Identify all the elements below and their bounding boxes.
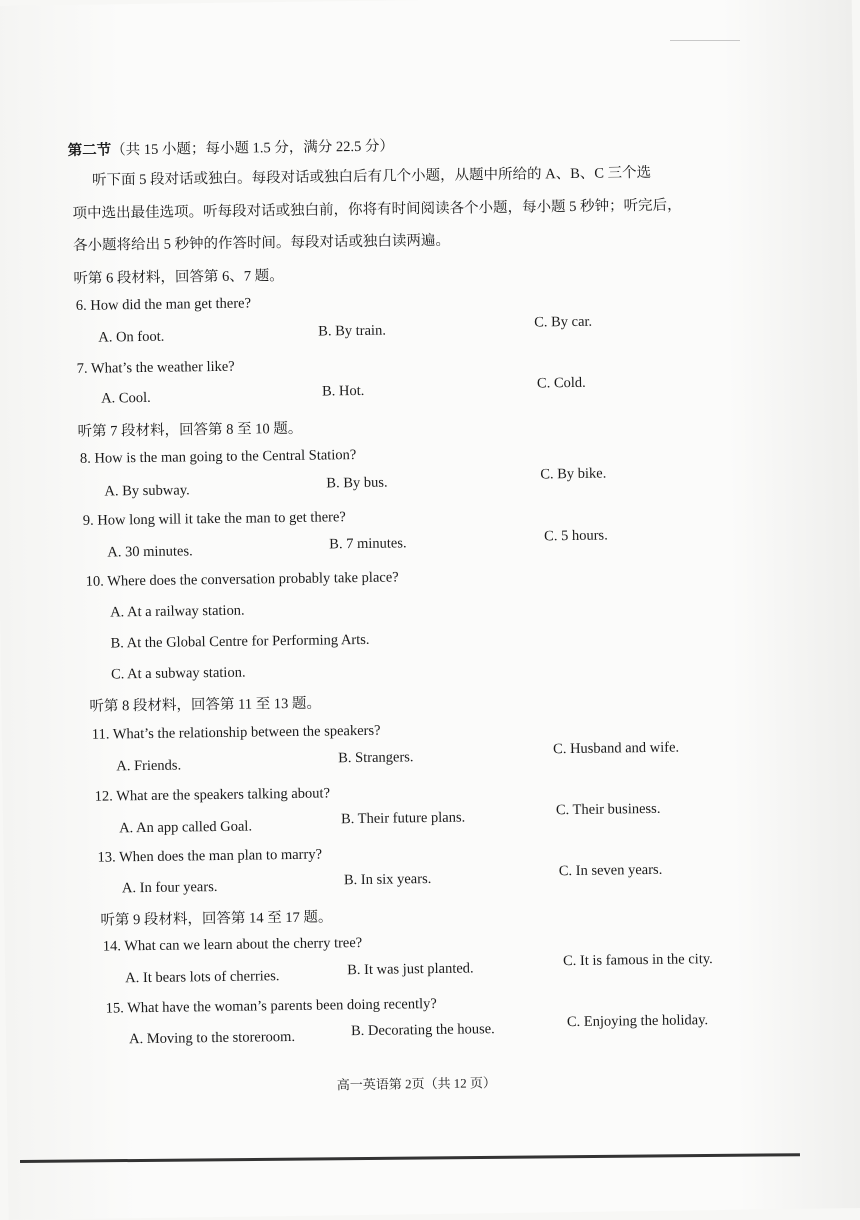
instruction-line-1: 听下面 5 段对话或独白。每段对话或独白后有几个小题，从题中所给的 A、B、C 三个选 (92, 164, 652, 189)
section-rules: （共 15 小题；每小题 1.5 分，满分 22.5 分） (111, 138, 395, 159)
option-a: A. Moving to the storeroom. (128, 1028, 296, 1048)
section-title: 第二节 (67, 142, 112, 160)
material-heading: 听第 7 段材料，回答第 8 至 10 题。 (77, 420, 303, 440)
option-a: A. It bears lots of cherries. (125, 968, 280, 987)
option-a: A. 30 minutes. (107, 543, 193, 561)
question-8: 8. How is the man going to the Central Station? (79, 447, 357, 467)
option-b: B. Hot. (321, 382, 365, 400)
option-b: B. At the Global Centre for Performing Arts. (110, 631, 370, 652)
option-b: B. Their future plans. (340, 809, 466, 828)
material-heading: 听第 9 段材料，回答第 14 至 17 题。 (100, 909, 333, 929)
question-7: 7. What’s the weather like? (76, 358, 235, 377)
option-a: A. An app called Goal. (119, 818, 253, 837)
option-b: B. By bus. (326, 474, 388, 492)
question-6: 6. How did the man get there? (75, 295, 252, 314)
question-10: 10. Where does the conversation probably take place? (85, 569, 399, 590)
material-heading: 听第 6 段材料，回答第 6、7 题。 (73, 268, 284, 287)
option-b: B. Strangers. (338, 749, 414, 767)
option-a: A. Friends. (116, 757, 182, 775)
page-footer: 高一英语第 2页（共 12 页） (336, 1075, 497, 1093)
option-b: B. 7 minutes. (329, 535, 407, 553)
option-c: C. 5 hours. (544, 527, 608, 545)
option-c: C. Husband and wife. (552, 739, 680, 758)
question-14: 14. What can we learn about the cherry tree? (102, 934, 363, 955)
option-b: B. In six years. (343, 871, 432, 889)
option-c: C. By bike. (540, 465, 607, 483)
question-9: 9. How long will it take the man to get there? (82, 509, 346, 529)
question-12: 12. What are the speakers talking about? (94, 785, 331, 805)
material-heading: 听第 8 段材料，回答第 11 至 13 题。 (89, 695, 322, 715)
section-header (68, 134, 395, 160)
option-c: C. In seven years. (558, 861, 663, 880)
option-a: A. Cool. (101, 389, 151, 407)
instruction-line-3: 各小题将给出 5 秒钟的作答时间。每段对话或独白读两遍。 (72, 232, 451, 254)
option-c: C. Their business. (555, 800, 661, 819)
option-c: C. At a subway station. (110, 664, 246, 683)
option-c: C. Cold. (536, 374, 586, 392)
option-b: B. Decorating the house. (350, 1021, 495, 1040)
question-15: 15. What have the woman’s parents been doing recently? (105, 995, 437, 1017)
option-a: A. In four years. (121, 878, 218, 897)
option-a: A. By subway. (104, 482, 190, 500)
option-c: C. It is famous in the city. (562, 951, 713, 970)
question-11: 11. What’s the relationship between the speakers? (91, 722, 381, 743)
option-b: B. By train. (318, 322, 387, 340)
question-13: 13. When does the man plan to marry? (97, 846, 323, 866)
option-b: B. It was just planted. (347, 960, 474, 979)
scan-smudge (670, 40, 740, 41)
instruction-line-2: 项中选出最佳选项。听每段对话或独白前，你将有时间阅读各个小题，每小题 5 秒钟；听完后， (72, 197, 682, 222)
option-a: A. On foot. (98, 328, 165, 346)
option-c: C. By car. (534, 313, 593, 331)
option-a: A. At a railway station. (110, 602, 245, 621)
option-c: C. Enjoying the holiday. (566, 1012, 709, 1031)
